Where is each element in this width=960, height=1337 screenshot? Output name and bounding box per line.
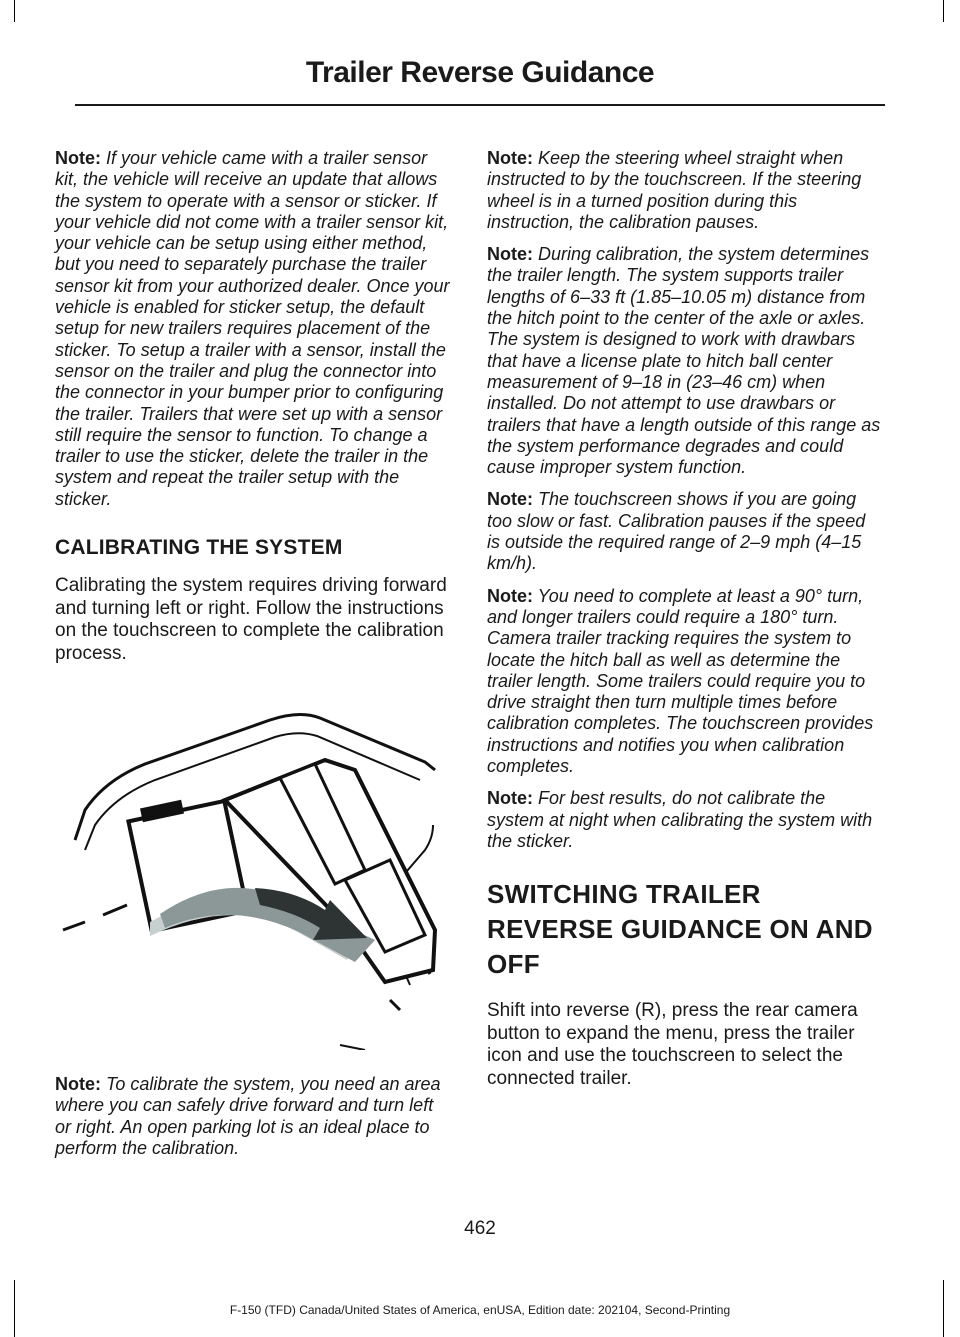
- heading-calibrating: CALIBRATING THE SYSTEM: [55, 536, 343, 560]
- calibration-illustration: [55, 700, 450, 1050]
- header-divider: [75, 104, 885, 106]
- page-number: 462: [464, 1218, 496, 1239]
- crop-mark: [14, 0, 15, 22]
- note-trailer-sensor-kit: Note: If your vehicle came with a trailer sensor kit, the vehicle will receive an update that allows the system to operate with a sensor or sticker. If your vehicle did not come with a trailer sensor kit, your vehicle can be setup using either method, but you need to separately purchase the trailer sensor kit from your authorized dealer. Once your vehicle is enabled for sticker setup, the default setup for new trailers requires placement of the sticker. To setup a trailer with a sensor, install the sensor on the trailer and plug the connector into the connector in your bumper prior to configuring the trailer. Trailers that were set up with a sensor still require the sensor to function. To change a trailer to use the sticker, delete the trailer in the system and repeat the trailer setup with the sticker.: [55, 148, 450, 509]
- note-calibrate-area: Note: To calibrate the system, you need an area where you can safely drive forward and turn left or right. An open parking lot is an ideal place to perform the calibration.: [55, 1074, 441, 1158]
- footer-edition: F-150 (TFD) Canada/United States of America, enUSA, Edition date: 202104, Second-Printing: [229, 1303, 731, 1317]
- page-title: Trailer Reverse Guidance: [305, 56, 655, 89]
- note-turn-angle: Note: You need to complete at least a 90° turn, and longer trailers could require a 180° turn. Camera trailer tracking requires the system to locate the hitch ball as well as determine the trailer length. Some trailers could require you to drive straight then turn multiple times before calibration completes. The touchscreen provides instructions and notifies you when calibration completes.: [487, 585, 874, 777]
- left-column-lower: [55, 1074, 450, 1170]
- calibrating-paragraph: Calibrating the system requires driving forward and turning left or right. Follow the instructions on the touchscreen to complete the calibration process.: [55, 575, 447, 664]
- crop-mark: [943, 0, 944, 22]
- note-speed: Note: The touchscreen shows if you are going too slow or fast. Calibration pauses if the speed is outside the required range of 2–9 mph (4–15 km/h).: [487, 489, 866, 574]
- right-column: [487, 148, 882, 1090]
- note-trailer-length: Note: During calibration, the system determines the trailer length. The system supports trailer lengths of 6–33 ft (1.85–10.05 m) distance from the hitch point to the center of the axle or axles. The system is designed to work with drawbars that have a license plate to hitch ball center measurement of 9–18 in (23–46 cm) when installed. Do not attempt to use drawbars or trailers that have a length outside of this range as the system performance degrades and could cause improper system function.: [487, 244, 881, 478]
- left-column: [55, 148, 450, 665]
- note-steering-wheel: Note: Keep the steering wheel straight when instructed to by the touchscreen. If the steering wheel is in a turned position during this instruction, the calibration pauses.: [487, 148, 862, 232]
- note-night-calibration: Note: For best results, do not calibrate the system at night when calibrating the system with the sticker.: [487, 788, 873, 851]
- heading-switching: SWITCHING TRAILER REVERSE GUIDANCE ON AND OFF: [487, 879, 873, 980]
- switching-paragraph: Shift into reverse (R), press the rear camera button to expand the menu, press the trailer icon and use the touchscreen to select the connected trailer.: [487, 1000, 858, 1089]
